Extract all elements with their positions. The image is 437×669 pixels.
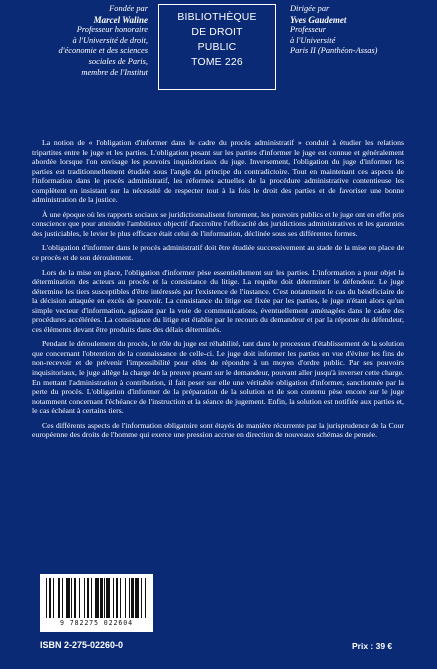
director-line: Paris II (Panthéon-Assas): [290, 46, 378, 56]
founder-line: à l'Université de droit,: [72, 35, 148, 45]
founder-label: Fondée par: [109, 4, 148, 13]
founder-line: membre de l'Institut: [81, 67, 148, 77]
summary-paragraph: Pendant le déroulement du procès, le rôle du juge est réhabilité, tant dans le processus d'établissement de la solution que concernant l'obtention de la connaissance de celle-ci. Le juge doit informer les parties en vue d'éviter les fins de non-recevoir et de prévenir l'impossibilité pour elles de répondre à un moyen d'ordre public. Par ses pouvoirs inquisitoriaux, le juge allège la charge de la preuve pesant sur le demandeur, pouvant aller jusqu'à inverser cette charge. En mettant l'administration à contribution, il fait peser sur elle une véritable obligation d'informer, sanctionnée par la perte du procès. L'obligation d'informer de la préparation de la solution et de son contenu pèse encore sur le juge notamment concernant l'échéance de l'instruction et la séance de jugement. Enfin, la solution est notifiée aux parties et, le cas échéant à certains tiers.: [32, 339, 404, 416]
summary-paragraph: La notion de « l'obligation d'informer dans le cadre du procès administratif » conduit à étudier les relations tripartites entre le juge et les parties. L'obligation pesant sur les parties d'informer le juge est connue et généralement abordée lorsque l'on envisage les pouvoirs inquisitoriaux du juge. Inversement, l'obligation du juge d'informer les parties est traditionnellement étudiée sous l'angle du principe du contradictoire. Tout en maintenant ces aspects de l'information dans le procès administratif, les réformes actuelles de la procédure administrative contentieuse les complètent en insistant sur la nécessité de respecter tout à la fois le droit des parties et de favoriser une bonne administration de la justice.: [32, 138, 404, 205]
series-line: BIBLIOTHÈQUE: [177, 12, 257, 23]
founder-line: d'économie et des sciences: [58, 46, 148, 56]
summary-text: [32, 138, 404, 445]
director-label: Dirigée par: [290, 4, 330, 13]
director-line: Professeur: [290, 25, 326, 35]
barcode-bars: [46, 578, 147, 618]
series-volume: TOME 226: [191, 57, 243, 68]
founder-name: Marcel Waline: [93, 14, 148, 25]
summary-paragraph: L'obligation d'informer dans le procès administratif doit être étudiée successivement au stade de la mise en place de ce procès et de son déroulement.: [32, 243, 404, 263]
barcode-bar: [146, 578, 147, 618]
founder-block: [8, 4, 148, 78]
series-line: DE DROIT: [191, 27, 243, 38]
director-block: [290, 4, 430, 57]
series-box: [158, 4, 276, 90]
founder-line: Professeur honoraire: [76, 25, 148, 35]
isbn: ISBN 2-275-02260-0: [40, 640, 124, 650]
series-line: PUBLIC: [197, 42, 237, 53]
director-name: Yves Gaudemet: [290, 14, 347, 25]
director-line: à l'Université: [290, 35, 336, 45]
summary-paragraph: Lors de la mise en place, l'obligation d'informer pèse essentiellement sur les parties. L'information a pour objet la détermination des acteurs au procès et la consistance du litige. La requête doit déterminer le défendeur. Le juge détermine les tiers susceptibles d'être intéressés par l'existence de l'instance. C'est notamment le cas du bénéficiaire de la décision attaquée en excès de pouvoir. La consistance du litige est fixée par les parties, le juge n'étant alors qu'un simple vecteur d'information, agissant par la voie de communications, éventuellement aménagées dans le cadre des procédures accélérées. La consistance du litige est établie par le recours du demandeur et par la réponse du défendeur, ces éléments devant être produits dans des délais déterminés.: [32, 267, 404, 334]
founder-line: sociales de Paris,: [88, 56, 148, 66]
price: Prix : 39 €: [352, 641, 393, 651]
barcode-digits: 9 782275 022604: [59, 619, 134, 627]
summary-paragraph: À une époque où les rapports sociaux se juridictionnalisent fortement, les pouvoirs publics et le juge ont en effet pris conscience que pour atteindre l'ambitieux objectif d'accroître l'efficacité des juridictions administratives et les garanties des justiciables, le levier le plus efficace était celui de l'information, déclinée sous ses différentes formes.: [32, 209, 404, 238]
summary-paragraph: Ces différents aspects de l'information obligatoire sont étayés de manière récurrente par la jurisprudence de la Cour européenne des droits de l'homme qui exerce une pression accrue en direction de nouveaux schémas de pensée.: [32, 420, 404, 440]
barcode: [40, 574, 153, 632]
